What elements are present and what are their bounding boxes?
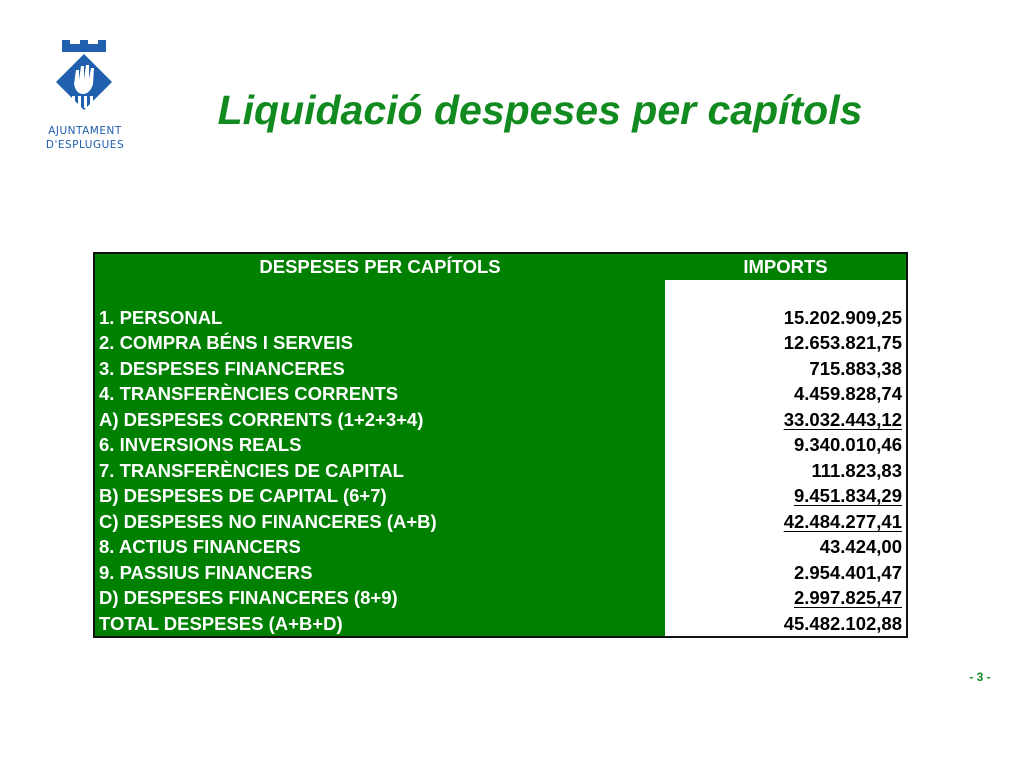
table-row-subtotal xyxy=(94,407,907,433)
table-header-row xyxy=(94,253,907,280)
spacer-cell-label xyxy=(94,280,665,305)
header-chapters: DESPESES PER CAPÍTOLS xyxy=(94,253,665,280)
table-row xyxy=(94,458,907,484)
logo-text xyxy=(40,124,130,152)
table-row-subtotal xyxy=(94,585,907,611)
logo-line-1: AJUNTAMENT xyxy=(48,125,122,137)
row-amount xyxy=(665,509,907,535)
row-amount: 111.823,83 xyxy=(665,458,907,484)
row-label: A) DESPESES CORRENTS (1+2+3+4) xyxy=(94,407,665,433)
row-label: D) DESPESES FINANCERES (8+9) xyxy=(94,585,665,611)
table-row xyxy=(94,381,907,407)
row-label: 6. INVERSIONS REALS xyxy=(94,432,665,458)
row-amount: 4.459.828,74 xyxy=(665,381,907,407)
table-row-total xyxy=(94,611,907,638)
row-amount: 45.482.102,88 xyxy=(665,611,907,638)
page-title: Liquidació despeses per capítols xyxy=(217,87,863,133)
row-amount: 12.653.821,75 xyxy=(665,330,907,356)
table-row xyxy=(94,330,907,356)
row-label: 4. TRANSFERÈNCIES CORRENTS xyxy=(94,381,665,407)
row-amount xyxy=(665,407,907,433)
row-label: 9. PASSIUS FINANCERS xyxy=(94,560,665,586)
row-label: 3. DESPESES FINANCERES xyxy=(94,356,665,382)
row-amount: 2.954.401,47 xyxy=(665,560,907,586)
row-amount: 43.424,00 xyxy=(665,534,907,560)
spacer-row xyxy=(94,280,907,305)
row-label: 8. ACTIUS FINANCERS xyxy=(94,534,665,560)
table-row-subtotal xyxy=(94,509,907,535)
subtotal-value: 33.032.443,12 xyxy=(783,408,902,430)
table-row xyxy=(94,534,907,560)
subtotal-value: 42.484.277,41 xyxy=(783,510,902,532)
row-label: B) DESPESES DE CAPITAL (6+7) xyxy=(94,483,665,509)
row-label: TOTAL DESPESES (A+B+D) xyxy=(94,611,665,638)
logo-line-2: D'ESPLUGUES xyxy=(45,139,125,151)
header-amounts: IMPORTS xyxy=(665,253,907,280)
row-label: 2. COMPRA BÉNS I SERVEIS xyxy=(94,330,665,356)
table-row xyxy=(94,356,907,382)
table-row xyxy=(94,560,907,586)
expenses-table xyxy=(93,252,908,638)
subtotal-value: 2.997.825,47 xyxy=(793,587,902,608)
ajuntament-logo xyxy=(40,40,130,155)
row-label: 1. PERSONAL xyxy=(94,305,665,331)
row-label: 7. TRANSFERÈNCIES DE CAPITAL xyxy=(94,458,665,484)
row-amount xyxy=(665,483,907,509)
row-amount: 715.883,38 xyxy=(665,356,907,382)
page-number: - 3 - xyxy=(969,670,991,684)
row-label: C) DESPESES NO FINANCERES (A+B) xyxy=(94,509,665,535)
row-amount: 9.340.010,46 xyxy=(665,432,907,458)
table-row-subtotal xyxy=(94,483,907,509)
coat-of-arms-icon xyxy=(52,40,116,120)
row-amount: 15.202.909,25 xyxy=(665,305,907,331)
table-row xyxy=(94,305,907,331)
row-amount xyxy=(665,585,907,611)
table-row xyxy=(94,432,907,458)
spacer-cell-amount xyxy=(665,280,907,305)
subtotal-value: 9.451.834,29 xyxy=(793,485,902,506)
